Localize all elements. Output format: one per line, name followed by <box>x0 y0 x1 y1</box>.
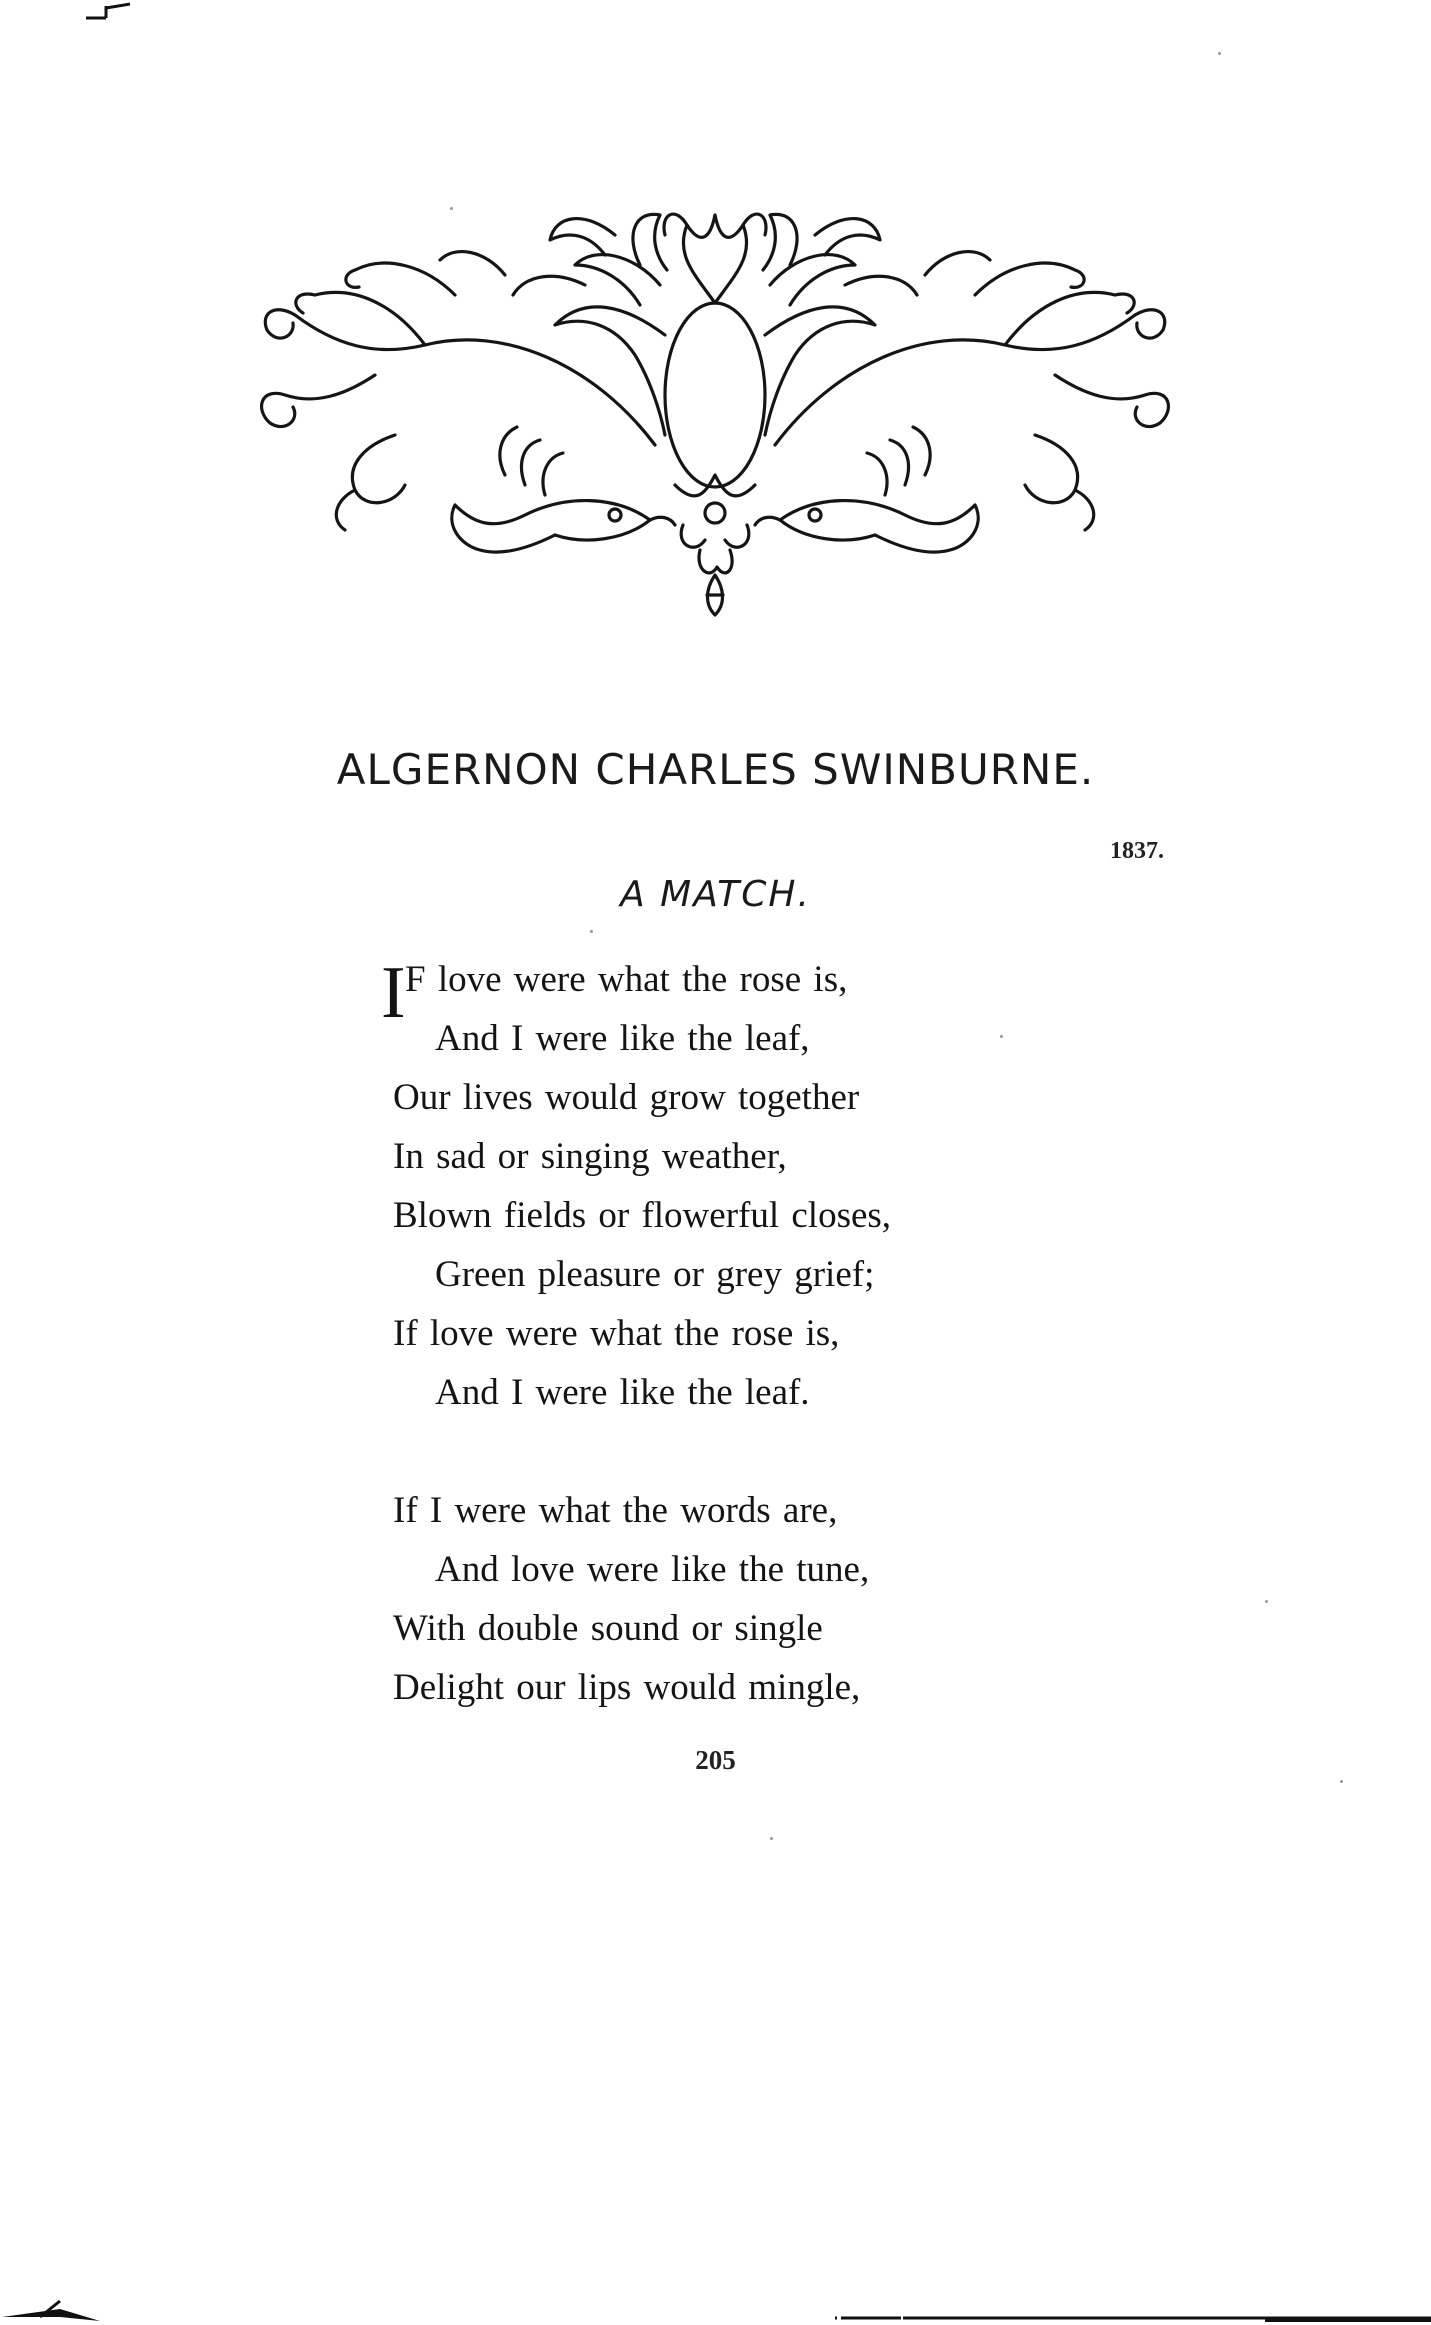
poem-body <box>381 950 1093 1717</box>
poem-title: A MATCH. <box>620 874 811 915</box>
poem-line: And love were like the tune, <box>435 1549 870 1590</box>
poem-line: If I were what the words are, <box>393 1490 838 1531</box>
poem-line: Blown fields or flowerful closes, <box>393 1195 892 1236</box>
stanza <box>381 950 1093 1422</box>
poem-line: And I were like the leaf, <box>435 1018 810 1059</box>
paper-speck <box>450 207 453 210</box>
paper-speck <box>1340 1780 1343 1783</box>
author-heading: ALGERNON CHARLES SWINBURNE. <box>336 745 1095 794</box>
page-number: 205 <box>695 1745 736 1775</box>
poem-line-text: F love were what the rose is, <box>405 959 848 1000</box>
stanza <box>393 1481 1093 1717</box>
paper-speck <box>1218 52 1221 55</box>
bottom-rule-line <box>835 2312 1431 2322</box>
poem-line: If love were what the rose is, <box>393 1313 840 1354</box>
bottom-arrow-mark <box>0 2295 110 2325</box>
corner-tick-mark <box>84 2 134 26</box>
paper-speck <box>1000 1035 1003 1038</box>
paper-speck <box>1265 1600 1268 1603</box>
poem-line: Our lives would grow together <box>393 1077 860 1118</box>
poem-line: Green pleasure or grey grief; <box>435 1254 875 1295</box>
poem-line: With double sound or single <box>393 1608 823 1649</box>
drop-cap: I <box>381 952 406 1034</box>
paper-speck <box>770 1837 773 1840</box>
paper-speck <box>590 930 593 933</box>
author-birth-year: 1837. <box>1110 838 1164 864</box>
poem-line: Delight our lips would mingle, <box>393 1667 861 1708</box>
poem-line: And I were like the leaf. <box>435 1372 810 1413</box>
poem-line: In sad or singing weather, <box>393 1136 787 1177</box>
decorative-headpiece <box>255 195 1175 625</box>
poem-line <box>381 950 1093 1034</box>
